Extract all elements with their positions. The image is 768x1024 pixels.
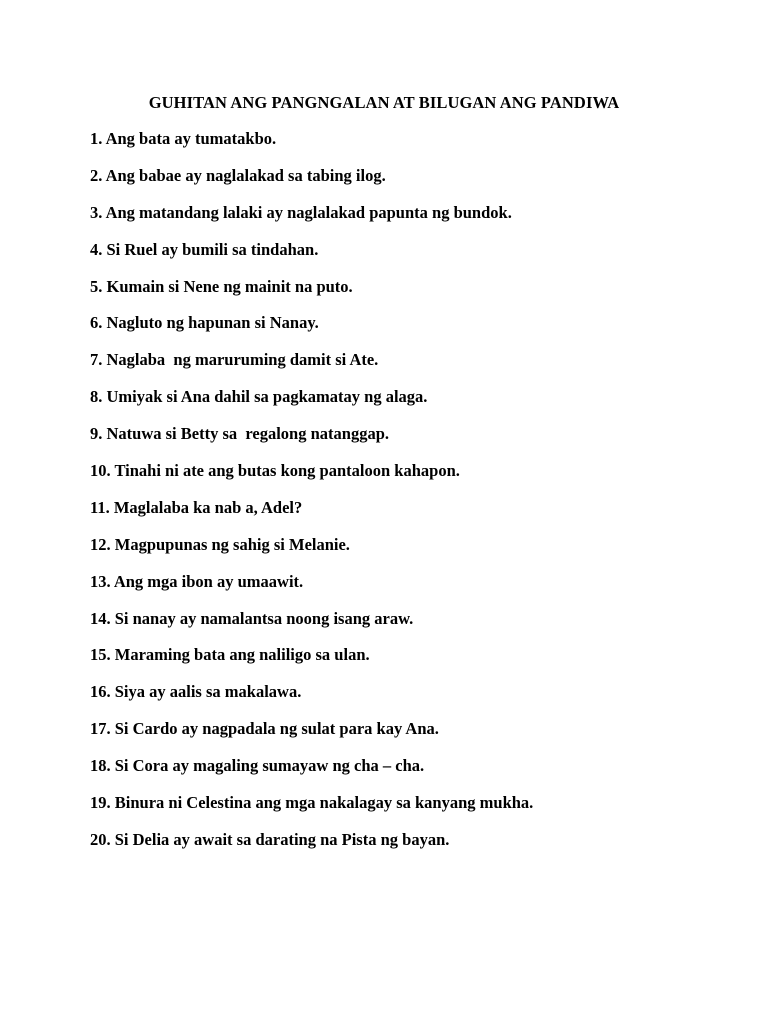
sentence-list bbox=[90, 129, 533, 867]
list-item: 15. Maraming bata ang naliligo sa ulan. bbox=[90, 645, 370, 665]
list-item: 14. Si nanay ay namalantsa noong isang araw. bbox=[90, 608, 414, 628]
list-item: 20. Si Delia ay await sa darating na Pista ng bayan. bbox=[90, 829, 450, 849]
list-item: 18. Si Cora ay magaling sumayaw ng cha – cha. bbox=[90, 756, 425, 776]
worksheet-title: GUHITAN ANG PANGNGALAN AT BILUGAN ANG PANDIWA bbox=[148, 93, 620, 112]
list-item: 7. Naglaba ng maruruming damit si Ate. bbox=[90, 350, 379, 370]
list-item: 1. Ang bata ay tumatakbo. bbox=[90, 129, 277, 148]
list-item: 9. Natuwa si Betty sa regalong natanggap. bbox=[90, 424, 390, 444]
list-item: 6. Nagluto ng hapunan si Nanay. bbox=[90, 313, 319, 333]
list-item: 12. Magpupunas ng sahig si Melanie. bbox=[90, 534, 350, 554]
list-item: 19. Binura ni Celestina ang mga nakalagay sa kanyang mukha. bbox=[90, 793, 534, 813]
list-item: 8. Umiyak si Ana dahil sa pagkamatay ng alaga. bbox=[90, 387, 428, 407]
list-item: 5. Kumain si Nene ng mainit na puto. bbox=[90, 276, 353, 296]
list-item: 2. Ang babae ay naglalakad sa tabing ilog. bbox=[90, 165, 386, 185]
list-item: 13. Ang mga ibon ay umaawit. bbox=[90, 571, 304, 591]
list-item: 3. Ang matandang lalaki ay naglalakad papunta ng bundok. bbox=[90, 202, 512, 222]
list-item: 10. Tinahi ni ate ang butas kong pantaloon kahapon. bbox=[90, 461, 460, 481]
list-item: 11. Maglalaba ka nab a, Adel? bbox=[90, 497, 303, 517]
list-item: 4. Si Ruel ay bumili sa tindahan. bbox=[90, 239, 319, 259]
list-item: 16. Siya ay aalis sa makalawa. bbox=[90, 682, 302, 702]
list-item: 17. Si Cardo ay nagpadala ng sulat para kay Ana. bbox=[90, 719, 439, 739]
